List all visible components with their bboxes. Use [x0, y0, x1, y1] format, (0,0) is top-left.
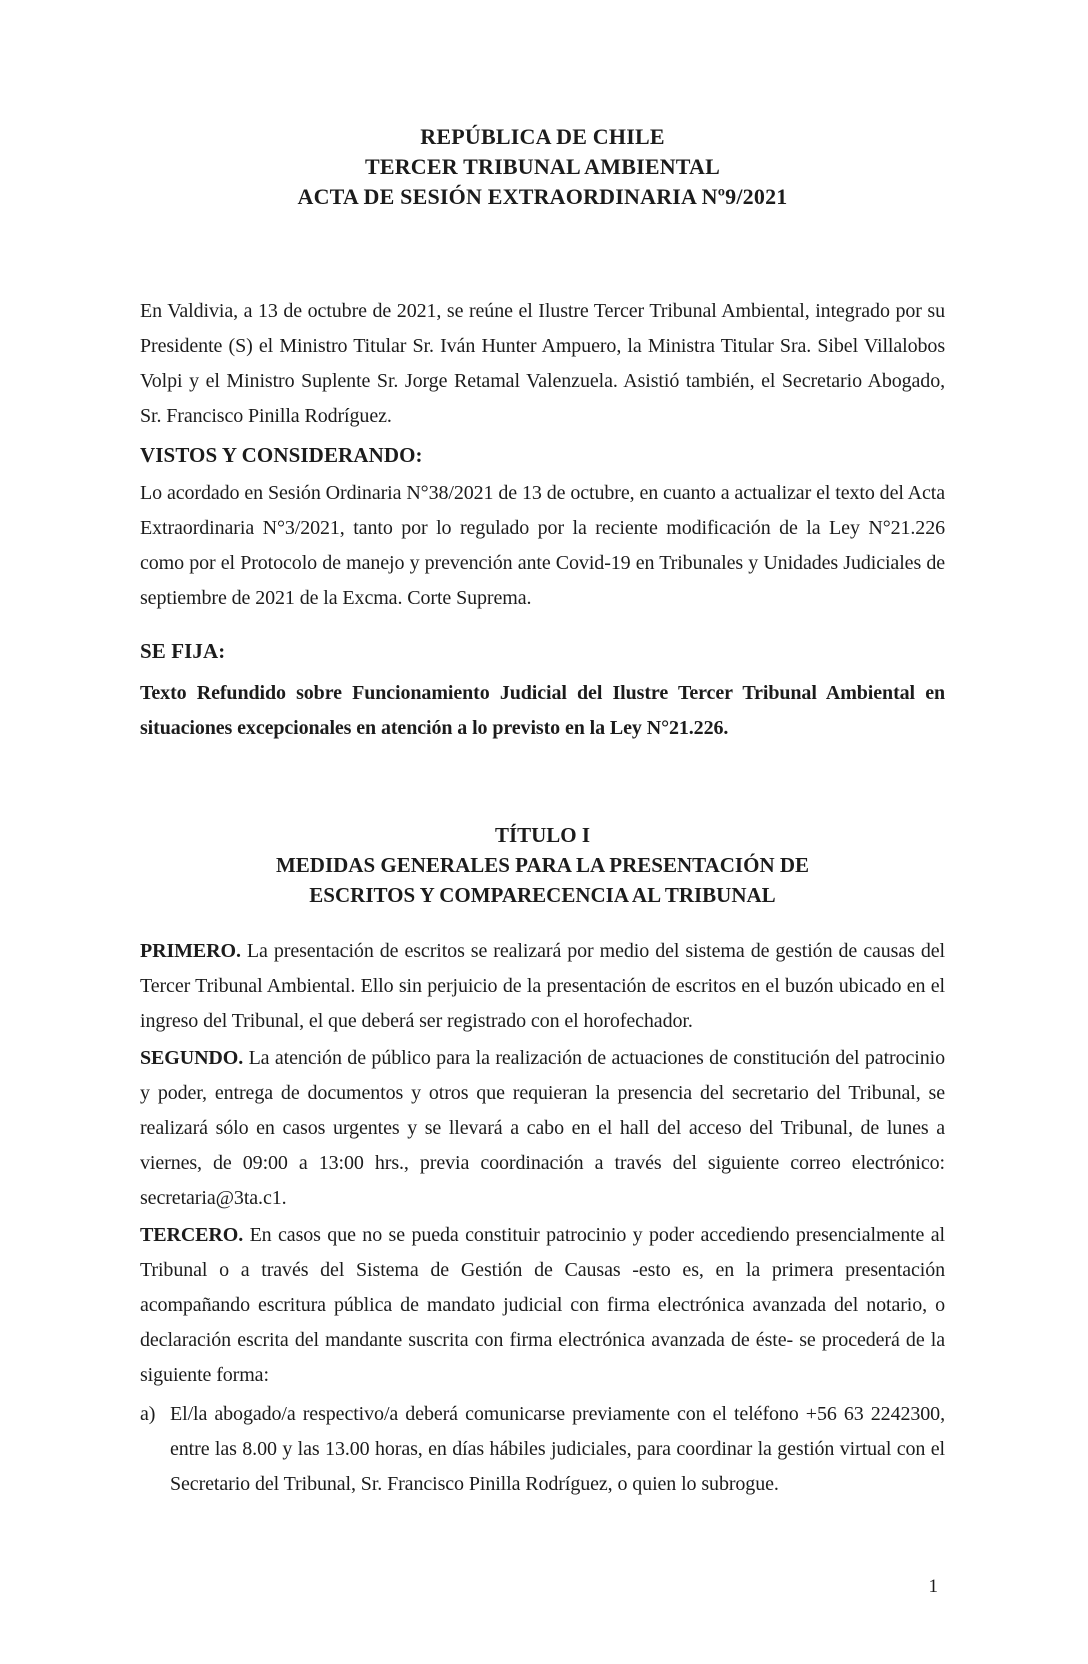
article-primero-lead: PRIMERO.	[140, 940, 241, 962]
header-line-tribunal: TERCER TRIBUNAL AMBIENTAL	[364, 154, 721, 179]
vistos-considerando-heading: VISTOS Y CONSIDERANDO:	[140, 443, 423, 467]
article-tercero-text: En casos que no se pueda constituir patrocinio y poder accediendo presencialmente al Tribunal o a través del Sistema de Gestión de Causas -esto es, en la primera presentación acompañando escritura pública de mandato judicial con firma electrónica avanzada del notario, o declaración escrita del mandante suscrita con firma electrónica avanzada de éste- se procederá de la siguiente forma:	[140, 1224, 945, 1386]
article-tercero	[140, 1218, 945, 1393]
titulo-i-line: TÍTULO I	[494, 823, 591, 847]
vistos-paragraph: Lo acordado en Sesión Ordinaria N°38/2021 de 13 de octubre, en cuanto a actualizar el texto del Acta Extraordinaria N°3/2021, tanto por lo regulado por la reciente modificación de la Ley N°21.226 como por el Protocolo de manejo y prevención ante Covid-19 en Tribunales y Unidades Judiciales de septiembre de 2021 de la Excma. Corte Suprema.	[140, 482, 945, 609]
se-fija-heading: SE FIJA:	[140, 639, 226, 663]
article-segundo-lead: SEGUNDO.	[140, 1047, 244, 1069]
article-primero-text: La presentación de escritos se realizará por medio del sistema de gestión de causas del Tercer Tribunal Ambiental. Ello sin perjuicio de la presentación de escritos en el buzón ubicado en el ingreso del Tribunal, el que deberá ser registrado con el horofechador.	[140, 940, 946, 1032]
intro-paragraph: En Valdivia, a 13 de octubre de 2021, se reúne el Ilustre Tercer Tribunal Ambiental, integrado por su Presidente (S) el Ministro Titular Sr. Iván Hunter Ampuero, la Ministra Titular Sra. Sibel Villalobos Volpi y el Ministro Suplente Sr. Jorge Retamal Valenzuela. Asistió también, el Secretario Abogado, Sr. Francisco Pinilla Rodríguez.	[140, 300, 945, 427]
article-primero	[140, 934, 945, 1039]
list-item-a-marker: a)	[140, 1403, 156, 1425]
article-segundo	[140, 1041, 945, 1216]
titulo-i-subtitle-line2: ESCRITOS Y COMPARECENCIA AL TRIBUNAL	[309, 883, 776, 907]
titulo-i-subtitle-line1: MEDIDAS GENERALES PARA LA PRESENTACIÓN DE	[275, 853, 810, 877]
article-segundo-text: La atención de público para la realización de actuaciones de constitución del patrocinio y poder, entrega de documentos y otros que requieran la presencia del secretario del Tribunal, se realizará sólo en casos urgentes y se llevará a cabo en el hall del acceso del Tribunal, de lunes a viernes, de 09:00 a 13:00 hrs., previa coordinación a través del siguiente correo electrónico: secretaria@3ta.c1.	[140, 1047, 945, 1209]
page-number: 1	[928, 1576, 938, 1597]
header-line-republic: REPÚBLICA DE CHILE	[420, 124, 665, 149]
header-line-acta: ACTA DE SESIÓN EXTRAORDINARIA Nº9/2021	[297, 184, 788, 209]
list-item-a	[140, 1397, 945, 1502]
titulo-i-block	[140, 820, 945, 910]
list-item-a-text: El/la abogado/a respectivo/a deberá comunicarse previamente con el teléfono +56 63 2242300, entre las 8.00 y las 13.00 horas, en días hábiles judiciales, para coordinar la gestión virtual con el Secretario del Tribunal, Sr. Francisco Pinilla Rodríguez, o quien lo subrogue.	[170, 1403, 945, 1495]
document-header	[140, 122, 945, 212]
article-tercero-lead: TERCERO.	[140, 1224, 244, 1246]
texto-refundido-paragraph: Texto Refundido sobre Funcionamiento Judicial del Ilustre Tercer Tribunal Ambiental en situaciones excepcionales en atención a lo previsto en la Ley N°21.226.	[140, 682, 945, 739]
